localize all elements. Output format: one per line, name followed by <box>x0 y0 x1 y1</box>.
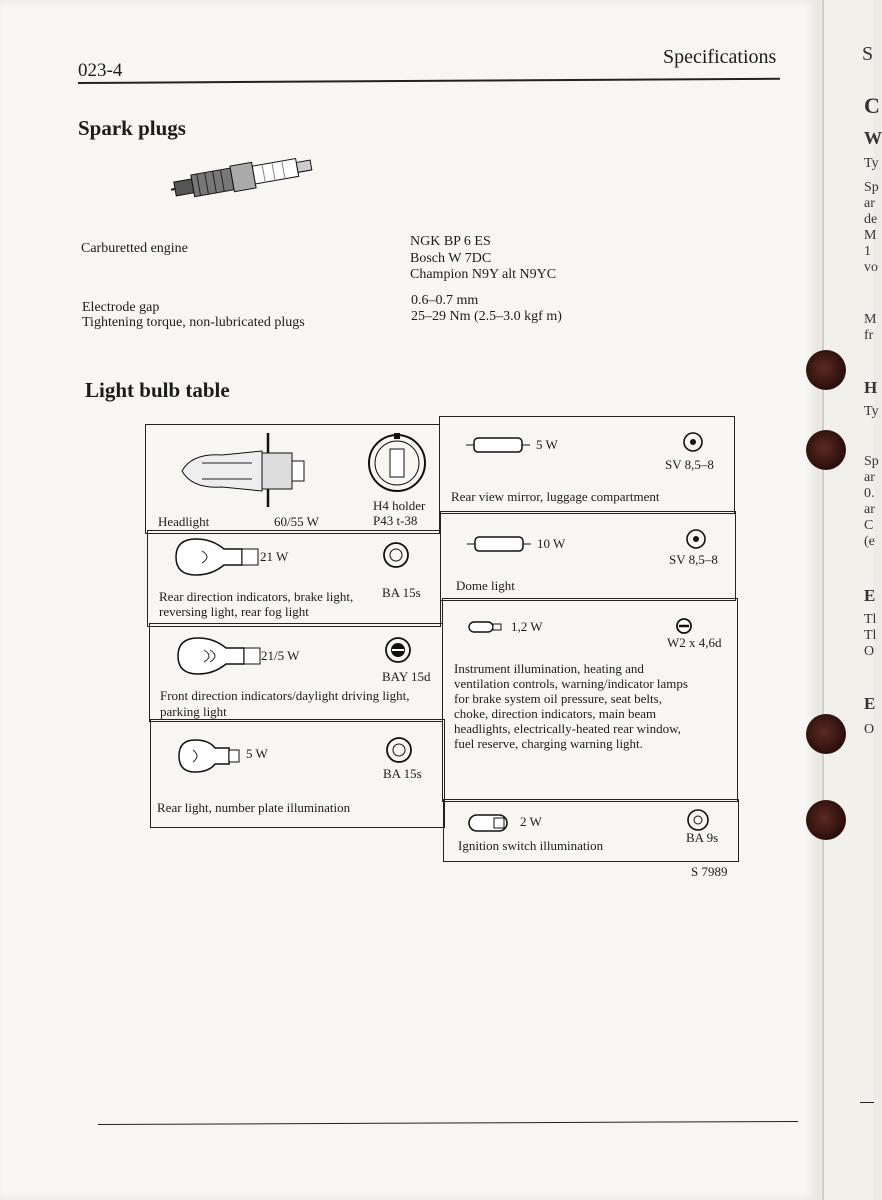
ignition-power: 2 W <box>520 814 542 829</box>
front-direction-cell <box>149 623 443 722</box>
ignition-label: Ignition switch illumination <box>458 838 604 853</box>
adjacent-fragment: E <box>864 586 876 605</box>
headlight-bulb-icon <box>172 431 312 509</box>
adjacent-fragment: O <box>864 722 875 737</box>
punch-hole <box>806 714 846 754</box>
instrument-light-cell <box>442 598 738 802</box>
instrument-label-1: Instrument illumination, heating and <box>454 661 644 676</box>
adjacent-fragment: Tl <box>864 612 877 627</box>
instrument-label-5: headlights, electrically-heated rear window, <box>454 721 681 736</box>
rear-light-socket: BA 15s <box>383 766 422 781</box>
header-rule <box>78 78 780 84</box>
adjacent-fragment: ar <box>864 502 875 517</box>
adjacent-fragment: M <box>864 228 877 243</box>
headlight-power: 60/55 W <box>274 514 319 529</box>
adjacent-fragment: ar <box>864 196 875 211</box>
adjacent-fragment: 1 <box>864 244 871 259</box>
adjacent-fragment: W <box>864 128 882 148</box>
adjacent-fragment: C <box>864 518 874 533</box>
adjacent-fragment: Ty <box>864 156 879 171</box>
adjacent-fragment: vo <box>864 260 878 275</box>
adjacent-fragment: Sp <box>864 180 879 195</box>
instrument-label-6: fuel reserve, charging warning light. <box>454 736 643 751</box>
instrument-power: 1,2 W <box>511 619 543 634</box>
adjacent-fragment: H <box>864 378 878 397</box>
electrode-gap-value: 0.6–0.7 mm <box>411 293 479 308</box>
mirror-power: 5 W <box>536 437 558 452</box>
rear-direction-socket: BA 15s <box>382 585 421 600</box>
rear-light-label: Rear light, number plate illumination <box>157 800 351 815</box>
instrument-label-4: choke, direction indicators, main beam <box>454 706 657 721</box>
rear-light-cell <box>150 719 445 828</box>
adjacent-fragment: Sp <box>864 454 879 469</box>
h4-socket-label: P43 t-38 <box>373 513 418 528</box>
festoon-10w-icon <box>465 534 535 554</box>
sv-socket-icon <box>682 431 704 453</box>
punch-hole <box>806 430 846 470</box>
rear-direction-power: 21 W <box>260 549 289 564</box>
adjacent-fragment: C <box>864 93 880 118</box>
h4-holder-label: H4 holder <box>373 498 426 513</box>
ba15s-socket-icon-2 <box>385 736 413 764</box>
sv-socket-icon-2 <box>685 528 707 550</box>
ignition-bulb-icon <box>466 812 516 834</box>
rear-light-power: 5 W <box>246 746 268 761</box>
adjacent-fragment: O <box>864 644 875 659</box>
rear-direction-label-2: reversing light, rear fog light <box>159 604 309 619</box>
bulb-5w-icon <box>175 736 245 776</box>
punch-hole <box>806 800 846 840</box>
ignition-socket: BA 9s <box>686 830 719 845</box>
page-number: 023-4 <box>78 60 123 81</box>
electrode-gap-label: Electrode gap <box>82 300 160 315</box>
adjacent-page-edge <box>822 0 882 1200</box>
dome-power: 10 W <box>537 536 566 551</box>
rear-direction-cell <box>147 530 441 627</box>
adjacent-fragment: Ty <box>864 404 879 419</box>
bosch-value: Bosch W 7DC <box>410 251 492 266</box>
mirror-socket: SV 8,5–8 <box>665 457 714 472</box>
adjacent-footer-rule <box>860 1102 874 1103</box>
dome-socket: SV 8,5–8 <box>669 552 718 567</box>
ngk-value: NGK BP 6 ES <box>410 234 491 249</box>
adjacent-fragment: de <box>864 212 878 227</box>
carburetted-engine-label: Carburetted engine <box>81 241 188 256</box>
adjacent-fragment: E <box>864 694 876 713</box>
wedge-bulb-icon <box>467 619 507 635</box>
ignition-light-cell <box>443 799 739 862</box>
headlight-label: Headlight <box>158 514 210 529</box>
torque-value: 25–29 Nm (2.5–3.0 kgf m) <box>411 309 562 324</box>
w2-socket-icon <box>675 617 693 635</box>
adjacent-fragment: ar <box>864 470 875 485</box>
champion-value: Champion N9Y alt N9YC <box>410 267 557 282</box>
ba9s-socket-icon <box>686 808 710 832</box>
front-direction-socket: BAY 15d <box>382 669 431 684</box>
section-title: Specifications <box>663 46 777 68</box>
bulb-21-5w-icon <box>174 636 264 676</box>
dome-label: Dome light <box>456 578 515 593</box>
adjacent-fragment: M <box>864 312 877 327</box>
adjacent-fragment: (e <box>864 534 875 549</box>
instrument-label-2: ventilation controls, warning/indicator lamps <box>454 676 688 691</box>
punch-hole <box>806 350 846 390</box>
instrument-label-3: for brake system oil pressure, seat belts, <box>454 691 662 706</box>
rear-direction-label-1: Rear direction indicators, brake light, <box>159 589 354 604</box>
headlight-cell <box>145 424 440 534</box>
adjacent-fragment: S <box>862 43 874 65</box>
instrument-socket: W2 x 4,6d <box>667 635 722 650</box>
bay15d-socket-icon <box>384 636 412 664</box>
front-direction-power: 21/5 W <box>261 648 300 663</box>
footer-rule <box>98 1121 798 1125</box>
h4-holder-icon <box>366 431 428 493</box>
spark-plug-illustration <box>168 152 318 202</box>
spark-plugs-heading: Spark plugs <box>78 116 186 140</box>
torque-label: Tightening torque, non-lubricated plugs <box>82 315 305 330</box>
adjacent-fragment: 0. <box>864 486 875 501</box>
front-direction-label-1: Front direction indicators/daylight driving light, <box>160 688 410 703</box>
adjacent-fragment: fr <box>864 328 874 343</box>
adjacent-fragment: Tl <box>864 628 877 643</box>
figure-number: S 7989 <box>691 864 728 879</box>
light-bulb-heading: Light bulb table <box>85 378 230 402</box>
bulb-21w-icon <box>172 537 262 577</box>
festoon-5w-icon <box>464 435 534 455</box>
front-direction-label-2: parking light <box>160 704 227 719</box>
mirror-light-cell <box>439 416 735 514</box>
ba15s-socket-icon <box>382 541 410 569</box>
mirror-label: Rear view mirror, luggage compartment <box>451 489 660 504</box>
dome-light-cell <box>440 511 736 601</box>
